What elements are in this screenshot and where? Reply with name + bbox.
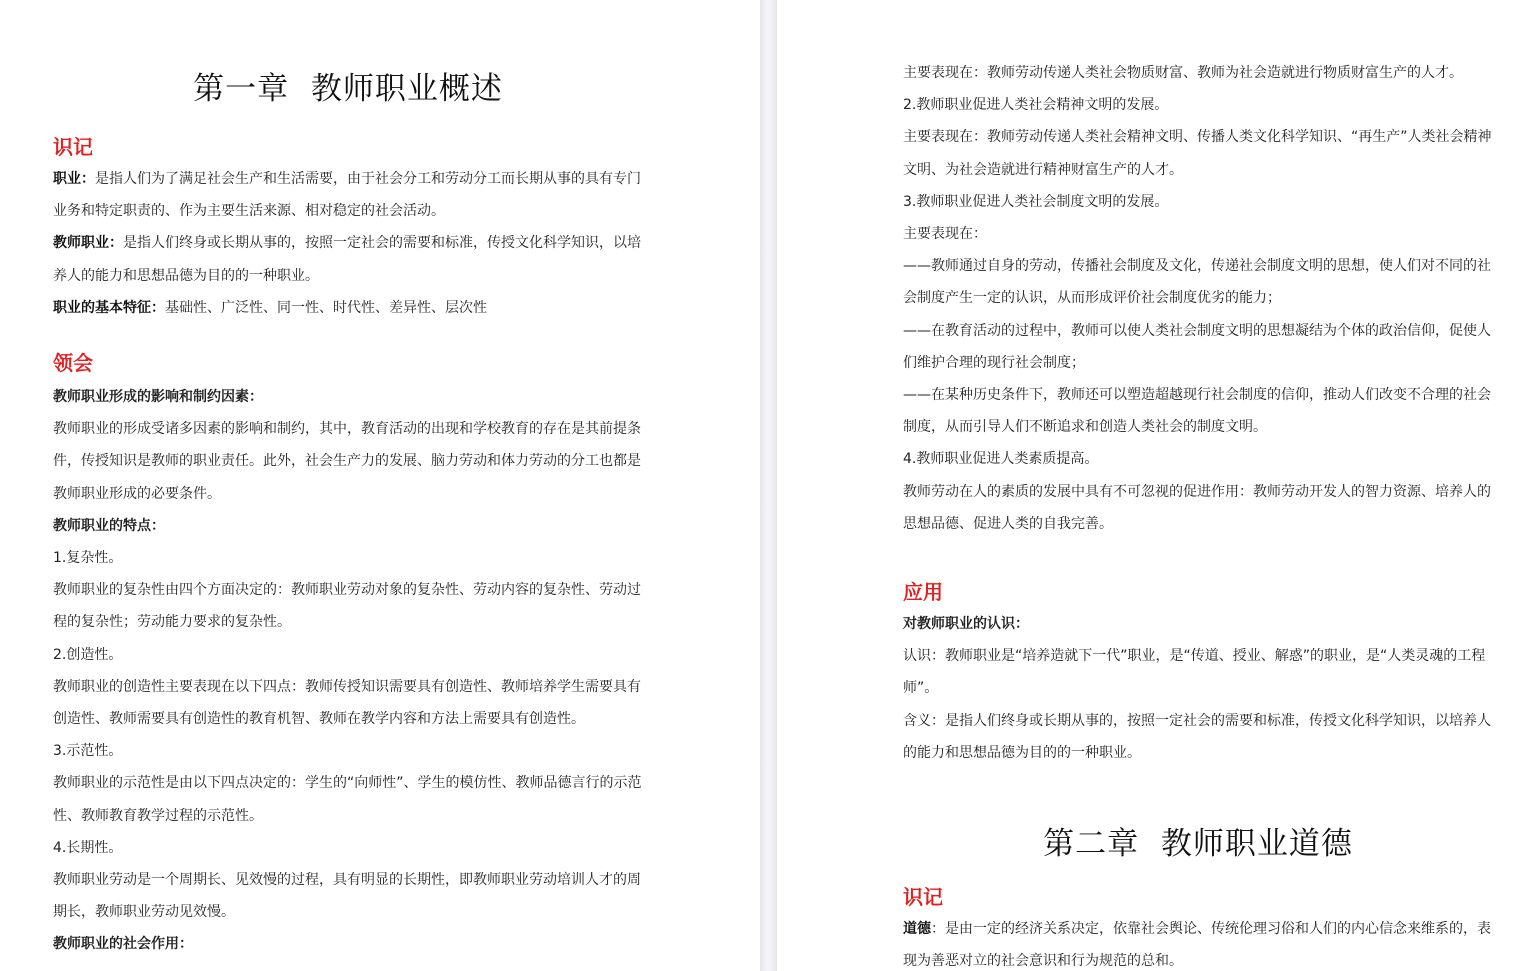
occupation-features bbox=[53, 292, 643, 324]
term-teacher-occupation: 教师职业： bbox=[53, 235, 123, 252]
term-occupation: 职业： bbox=[53, 171, 95, 187]
document-page-right bbox=[777, 0, 1518, 971]
meaning-paragraph: 含义：是指人们终身或长期从事的，按照一定社会的需要和标准，传授文化科学知识，以培养人的能力和思想品德为目的的一种职业。 bbox=[903, 712, 1491, 761]
understanding-heading: 对教师职业的认识： bbox=[903, 616, 1029, 633]
role-3-point-c: ——在某种历史条件下，教师还可以塑造超越现行社会制度的信仰，推动人们改变不合理的社会制度，从而引导人们不断追求和创造人类社会的制度文明。 bbox=[903, 387, 1491, 436]
trait-1-paragraph: 教师职业的复杂性由四个方面决定的：教师职业劳动对象的复杂性、劳动内容的复杂性、劳动过程的复杂性；劳动能力要求的复杂性。 bbox=[53, 582, 641, 631]
role-2-heading: 2.教师职业促进人类社会精神文明的发展。 bbox=[903, 97, 1169, 114]
definition-morality bbox=[903, 913, 1493, 971]
section-heading-memorize-2: 识记 bbox=[903, 885, 943, 910]
definition-morality-text: ：是由一定的经济关系决定，依靠社会舆论、传统伦理习俗和人们的内心信念来维系的，表现为善恶对立的社会意识和行为规范的总和。 bbox=[903, 921, 1491, 970]
section-heading-apply: 应用 bbox=[903, 580, 943, 605]
role-3-point-a: ——教师通过自身的劳动，传播社会制度及文化，传递社会制度文明的思想，使人们对不同的社会制度产生一定的认识，从而形成评价社会制度优劣的能力； bbox=[903, 258, 1491, 307]
trait-2-paragraph: 教师职业的创造性主要表现在以下四点：教师传授知识需要具有创造性、教师培养学生需要具有创造性、教师需要具有创造性的教育机智、教师在教学内容和方法上需要具有创造性。 bbox=[53, 678, 641, 728]
chapter-title: 第一章 教师职业概述 bbox=[193, 71, 503, 107]
features-text: 基础性、广泛性、同一性、时代性、差异性、层次性 bbox=[165, 299, 487, 316]
definition-teacher-occupation-text: 是指人们终身或长期从事的，按照一定社会的需要和标准，传授文化科学知识，以培养人的能力和思想品德为目的的一种职业。 bbox=[53, 235, 641, 284]
page-gutter bbox=[760, 0, 777, 971]
definition-occupation bbox=[53, 163, 643, 227]
trait-2-heading: 2.创造性。 bbox=[53, 646, 123, 663]
page-right-content bbox=[903, 57, 1493, 971]
section-heading-comprehend: 领会 bbox=[53, 351, 93, 376]
trait-1-heading: 1.复杂性。 bbox=[53, 550, 123, 567]
trait-3-heading: 3.示范性。 bbox=[53, 743, 123, 760]
factors-heading: 教师职业形成的影响和制约因素： bbox=[53, 389, 263, 406]
understanding-paragraph: 认识：教师职业是“培养造就下一代”职业，是“传道、授业、解惑”的职业，是“人类灵魂的工程师”。 bbox=[903, 648, 1486, 697]
chapter-2-title: 第二章 教师职业道德 bbox=[1043, 826, 1353, 863]
definition-teacher-occupation bbox=[53, 227, 643, 291]
factors-paragraph: 教师职业的形成受诸多因素的影响和制约，其中，教育活动的出现和学校教育的存在是其前提条件，传授知识是教师的职业责任。此外，社会生产力的发展、脑力劳动和体力劳动的分工也都是教师职业形成的必要条件。 bbox=[53, 421, 641, 502]
role-1-paragraph: 主要表现在：教师劳动传递人类社会物质财富、教师为社会造就进行物质财富生产的人才。 bbox=[903, 65, 1463, 81]
section-heading-memorize: 识记 bbox=[53, 135, 93, 159]
role-2-paragraph: 主要表现在：教师劳动传递人类社会精神文明、传播人类文化科学知识、“再生产”人类社会精神文明、为社会造就进行精神财富生产的人才。 bbox=[903, 129, 1492, 178]
role-3-heading: 3.教师职业促进人类社会制度文明的发展。 bbox=[903, 193, 1169, 210]
term-morality: 道德 bbox=[903, 921, 931, 938]
social-role-heading: 教师职业的社会作用： bbox=[53, 936, 193, 953]
role-4-paragraph: 教师劳动在人的素质的发展中具有不可忽视的促进作用：教师劳动开发人的智力资源、培养人的思想品德、促进人类的自我完善。 bbox=[903, 483, 1491, 532]
traits-heading: 教师职业的特点： bbox=[53, 517, 165, 534]
definition-occupation-text: 是指人们为了满足社会生产和生活需要，由于社会分工和劳动分工而长期从事的具有专门业务和特定职责的、作为主要生活来源、相对稳定的社会活动。 bbox=[53, 171, 641, 220]
role-3-intro: 主要表现在： bbox=[903, 226, 987, 243]
trait-4-heading: 4.长期性。 bbox=[53, 839, 123, 856]
term-features: 职业的基本特征： bbox=[53, 299, 165, 316]
trait-3-paragraph: 教师职业的示范性是由以下四点决定的：学生的“向师性”、学生的模仿性、教师品德言行的示范性、教师教育教学过程的示范性。 bbox=[53, 775, 642, 824]
trait-4-paragraph: 教师职业劳动是一个周期长、见效慢的过程，具有明显的长期性，即教师职业劳动培训人才的周期长，教师职业劳动见效慢。 bbox=[53, 872, 641, 921]
role-4-heading: 4.教师职业促进人类素质提高。 bbox=[903, 451, 1099, 468]
page-left-content bbox=[53, 60, 643, 961]
role-3-point-b: ——在教育活动的过程中，教师可以使人类社会制度文明的思想凝结为个体的政治信仰，促使人们维护合理的现行社会制度； bbox=[903, 322, 1491, 371]
